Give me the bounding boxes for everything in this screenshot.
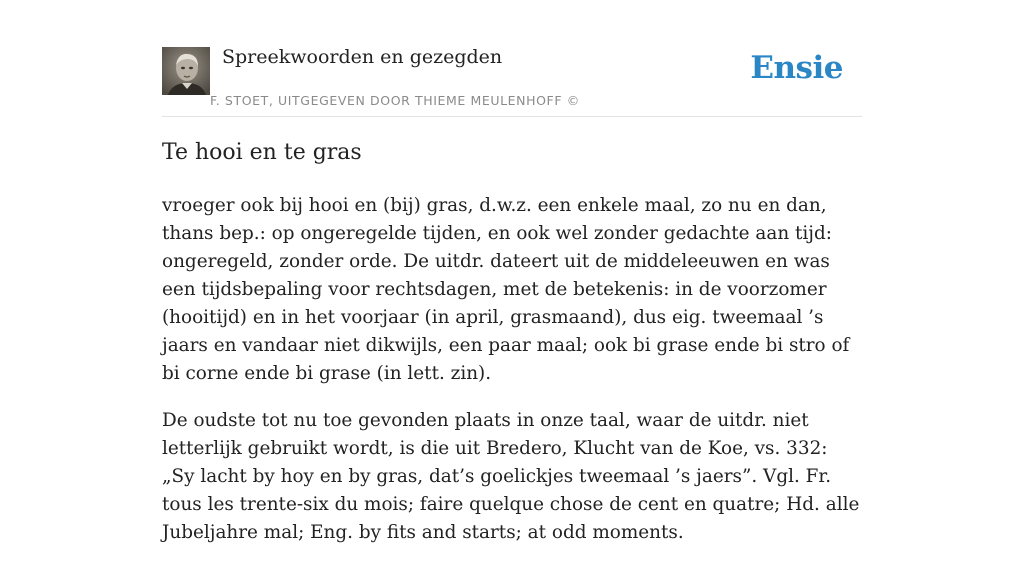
source-credit: F. STOET, UITGEGEVEN DOOR THIEME MEULENHOFF ©: [210, 93, 580, 108]
page: [162, 0, 862, 543]
author-portrait-icon[interactable]: [162, 47, 210, 95]
entry-paragraph: vroeger ook bij hooi en (bij) gras, d.w.z. een enkele maal, zo nu en dan, thans bep.: op ongeregelde tijden, en ook wel zonder gedachte aan tijd: ongeregeld, zonder orde. De uitdr. dateert uit de middeleeuwen en was een tijdsbepaling voor rechtsdagen, met de betekenis: in de voorzomer (hooitijd) en in het voorjaar (in april, grasmaand), dus eig. tweemaal ’s jaars en vandaar niet dikwijls, een paar maal; ook bi grase ende bi stro of bi corne ende bi grase (in lett. zin).: [162, 195, 850, 384]
ensie-logo[interactable]: Ensie: [750, 50, 843, 86]
source-title[interactable]: Spreekwoorden en gezegden: [222, 46, 503, 68]
entry-paragraph: De oudste tot nu toe gevonden plaats in onze taal, waar de uitdr. niet letterlijk gebruikt wordt, is die uit Bredero, Klucht van de Koe, vs. 332: „Sy lacht by hoy en by gras, dat’s goelickjes tweemaal ’s jaers”. Vgl. Fr. tous les trente-six du mois; faire quelque chose de cent en quatre; Hd. alle Jubeljahre mal; Eng. by fits and starts; at odd moments.: [162, 410, 860, 543]
source-header: [162, 44, 862, 117]
entry-title: Te hooi en te gras: [162, 140, 362, 165]
entry-body: [162, 192, 864, 566]
